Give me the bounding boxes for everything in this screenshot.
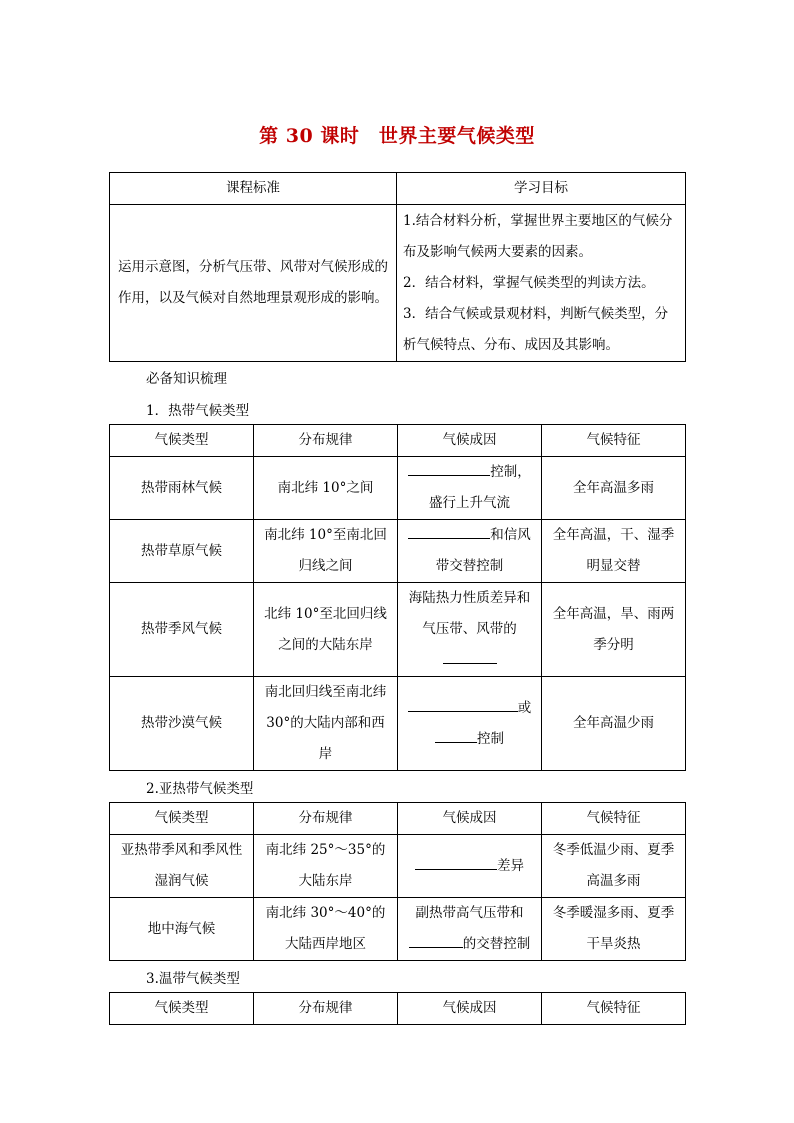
section-heading: 2.亚热带气候类型	[146, 781, 254, 797]
table-row	[110, 457, 686, 520]
distribution: 南北纬 30°～40°的 大陆西岸地区	[254, 898, 398, 961]
feature: 全年高温，干、湿季 明显交替	[542, 520, 686, 583]
cause-cell: 副热带高气压带和 的交替控制	[398, 898, 542, 961]
distribution: 南北纬 10°之间	[254, 457, 398, 520]
col-header: 气候特征	[542, 425, 686, 457]
tropical-climate-table	[109, 424, 686, 771]
table-row	[110, 520, 686, 583]
fill-blank[interactable]	[415, 854, 497, 870]
section-heading: 3.温带气候类型	[146, 971, 240, 987]
distribution: 南北纬 25°～35°的 大陆东岸	[254, 835, 398, 898]
col-header: 气候成因	[398, 993, 542, 1025]
cause-cell: 差异	[398, 835, 542, 898]
col-header: 气候类型	[110, 993, 254, 1025]
cause-cell: 海陆热力性质差异和 气压带、风带的	[398, 583, 542, 677]
feature: 全年高温多雨	[542, 457, 686, 520]
col-header: 气候类型	[110, 803, 254, 835]
feature: 冬季暖湿多雨、夏季 干旱炎热	[542, 898, 686, 961]
header-standard: 课程标准	[110, 173, 397, 205]
climate-type: 热带草原气候	[110, 520, 254, 583]
goal-item: 3．结合气候或景观材料，判断气候类型，分析气候特点、分布、成因及其影响。	[403, 305, 669, 353]
subtropical-climate-table	[109, 802, 686, 961]
table-row	[110, 583, 686, 677]
col-header: 分布规律	[254, 425, 398, 457]
climate-type: 热带雨林气候	[110, 457, 254, 520]
climate-type: 热带季风气候	[110, 583, 254, 677]
col-header: 分布规律	[254, 993, 398, 1025]
feature: 冬季低温少雨、夏季 高温多雨	[542, 835, 686, 898]
goal-item: 2．结合材料，掌握气候类型的判读方法。	[403, 274, 655, 291]
distribution: 南北纬 10°至南北回 归线之间	[254, 520, 398, 583]
table-row	[110, 677, 686, 771]
header-goals: 学习目标	[397, 173, 686, 205]
cause-cell: 控制， 盛行上升气流	[398, 457, 542, 520]
page-title: 第 30 课时 世界主要气候类型	[259, 125, 535, 147]
col-header: 气候特征	[542, 993, 686, 1025]
table-row	[110, 835, 686, 898]
climate-type: 热带沙漠气候	[110, 677, 254, 771]
col-header: 气候成因	[398, 425, 542, 457]
standards-table	[109, 172, 686, 362]
distribution: 南北回归线至南北纬 30°的大陆内部和西 岸	[254, 677, 398, 771]
fill-blank[interactable]	[408, 523, 490, 539]
standard-text: 运用示意图，分析气压带、风带对气候形成的作用，以及气候对自然地理景观形成的影响。	[110, 205, 397, 362]
cause-cell: 或 控制	[398, 677, 542, 771]
fill-blank[interactable]	[408, 696, 518, 712]
temperate-climate-table	[109, 992, 686, 1025]
goal-item: 1.结合材料分析，掌握世界主要地区的气候分布及影响气候两大要素的因素。	[403, 212, 673, 260]
col-header: 气候类型	[110, 425, 254, 457]
fill-blank[interactable]	[435, 727, 477, 743]
section-heading: 必备知识梳理	[146, 371, 227, 387]
col-header: 气候特征	[542, 803, 686, 835]
fill-blank[interactable]	[408, 460, 490, 476]
fill-blank[interactable]	[409, 932, 463, 948]
section-heading: 1．热带气候类型	[146, 403, 250, 419]
fill-blank[interactable]	[443, 648, 497, 664]
feature: 全年高温少雨	[542, 677, 686, 771]
climate-type: 亚热带季风和季风性 湿润气候	[110, 835, 254, 898]
climate-type: 地中海气候	[110, 898, 254, 961]
goals-cell	[397, 205, 686, 362]
col-header: 气候成因	[398, 803, 542, 835]
feature: 全年高温，旱、雨两 季分明	[542, 583, 686, 677]
distribution: 北纬 10°至北回归线 之间的大陆东岸	[254, 583, 398, 677]
col-header: 分布规律	[254, 803, 398, 835]
cause-cell: 和信风 带交替控制	[398, 520, 542, 583]
table-row	[110, 898, 686, 961]
